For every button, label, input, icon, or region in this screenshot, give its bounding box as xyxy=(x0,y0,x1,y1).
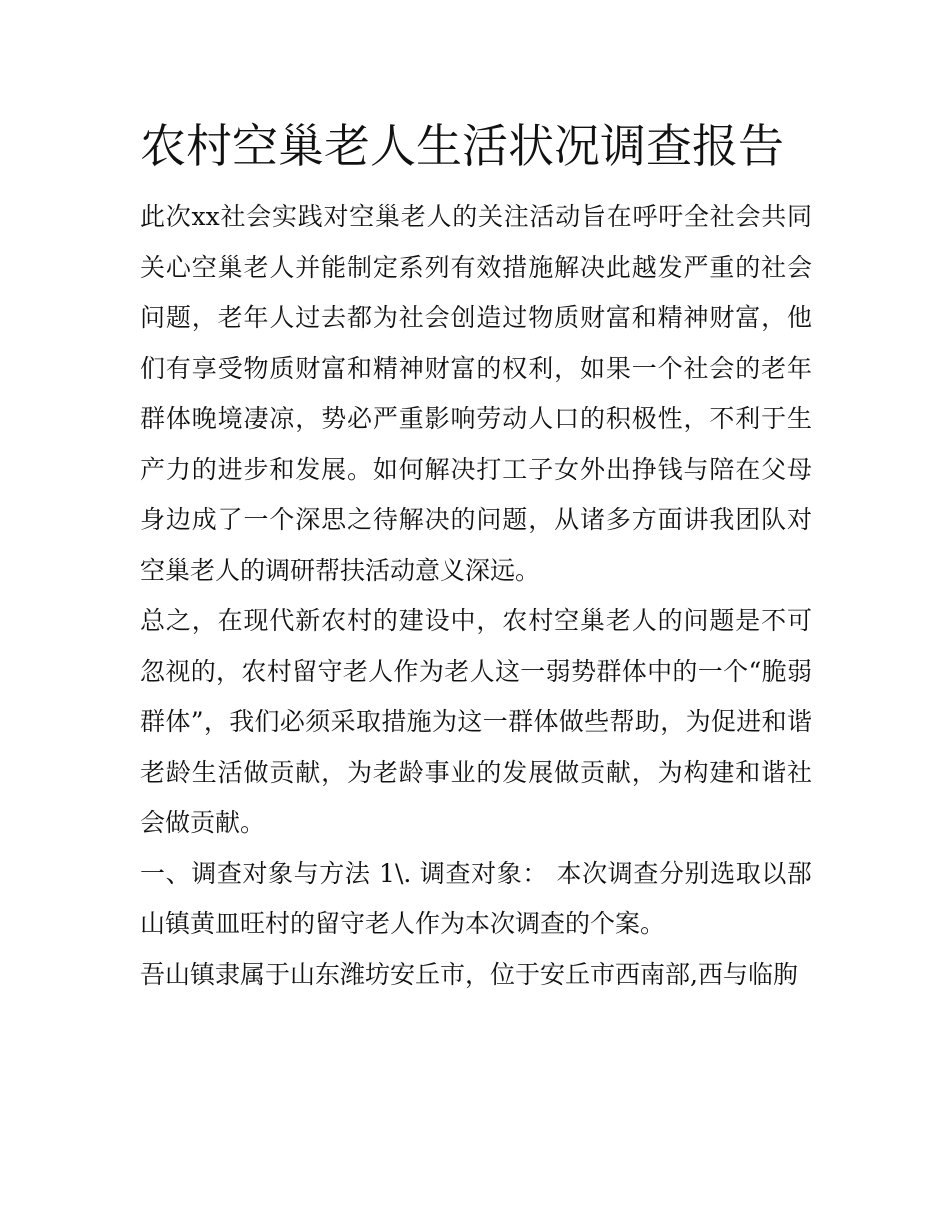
paragraph-conclusion: 总之，在现代新农村的建设中，农村空巢老人的问题是不可忽视的，农村留守老人作为老人这一弱势群体中的一个“脆弱群体”，我们必须采取措施为这一群体做些帮助，为促进和谐老龄生活做贡献，为老龄事业的发展做贡献，为构建和谐社会做贡献。 xyxy=(140,606,812,837)
document-title: 农村空巢老人生活状况调查报告 xyxy=(140,119,784,173)
document-body xyxy=(140,116,812,1000)
paragraph-town-location: 吾山镇隶属于山东潍坊安丘市，位于安丘市西南部,西与临朐 xyxy=(140,959,798,989)
paragraph-survey-subject: 一、调查对象与方法 1\. 调查对象： 本次调查分别选取以郚山镇黄皿旺村的留守老人作为本次调查的个案。 xyxy=(140,858,812,938)
paragraph-intro: 此次xx社会实践对空巢老人的关注活动旨在呼吁全社会共同关心空巢老人并能制定系列有效措施解决此越发严重的社会问题，老年人过去都为社会创造过物质财富和精神财富，他们有享受物质财富和精神财富的权利，如果一个社会的老年群体晚境凄凉，势必严重影响劳动人口的积极性，不利于生产力的进步和发展。如何解决打工子女外出挣钱与陪在父母身边成了一个深思之待解决的问题，从诸多方面讲我团队对空巢老人的调研帮扶活动意义深远。 xyxy=(140,202,812,585)
